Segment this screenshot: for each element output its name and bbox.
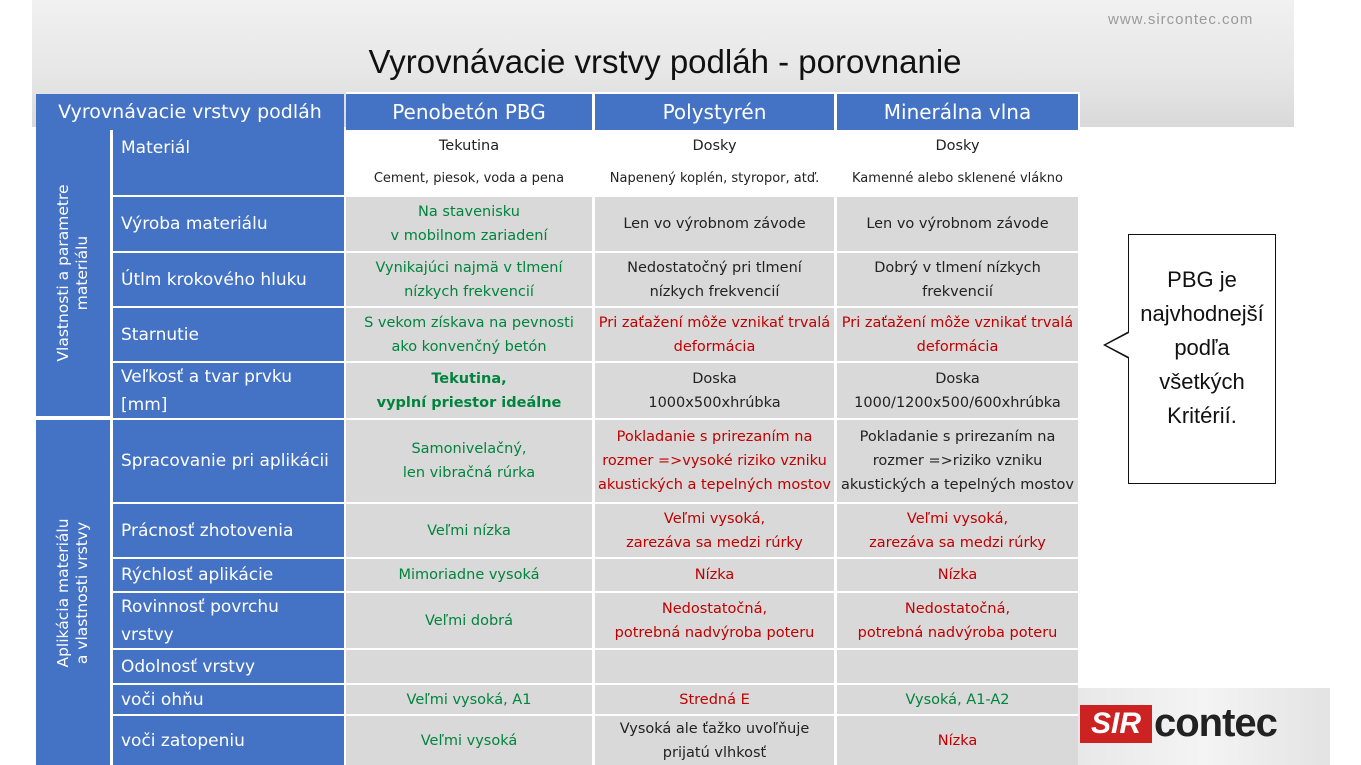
cell-text: frekvencií: [922, 283, 993, 300]
cell-flood-pbg: [346, 716, 592, 765]
cell-text: deformácia: [916, 338, 999, 355]
column-header-polystyrene: Polystyrén: [595, 94, 834, 130]
band-material-properties: [36, 130, 110, 416]
cell-text: Napenený koplén, styropor, atď.: [609, 170, 820, 186]
cell-fire-pbg: [346, 685, 592, 714]
cell-aging-pbg: [346, 308, 592, 361]
cell-production-polystyrene: [595, 197, 834, 251]
cell-processing-mineral: [837, 420, 1078, 502]
cell-text: 1000x500xhrúbka: [648, 394, 781, 411]
cell-material-mineral: [837, 130, 1078, 162]
cell-composition-pbg: [346, 162, 592, 195]
cell-processing-pbg: [346, 420, 592, 502]
cell-text: rozmer =>riziko vzniku: [872, 453, 1043, 469]
cell-text: Doska: [935, 370, 980, 387]
cell-text: nízkych frekvencií: [404, 283, 534, 300]
cell-flatness-polystyrene: [595, 593, 834, 648]
cell-text: Dobrý v tlmení nízkych: [874, 259, 1041, 276]
cell-composition-polystyrene: [595, 162, 834, 195]
row-label-speed: Rýchlosť aplikácie: [113, 559, 344, 591]
cell-text: v mobilnom zariadení: [390, 228, 548, 244]
cell-speed-mineral: [837, 559, 1078, 591]
cell-text: akustických a tepelných mostov: [841, 477, 1074, 493]
callout-line: všetkých: [1159, 369, 1245, 394]
company-logo-sir: SIR: [1080, 705, 1152, 743]
table-header-left: Vyrovnávacie vrstvy podláh: [36, 94, 344, 130]
cell-text: len vibračná rúrka: [402, 465, 536, 481]
cell-text: Veľmi nízka: [427, 522, 511, 539]
cell-text: Cement, piesok, voda a pena: [373, 170, 565, 186]
page-title: Vyrovnávacie vrstvy podláh - porovnanie: [368, 43, 962, 80]
row-label-flatness: [113, 593, 344, 648]
cell-resistance-mineral: [837, 650, 1078, 683]
cell-resistance-pbg: [346, 650, 592, 683]
cell-text: zarezáva sa medzi rúrky: [626, 534, 803, 551]
callout-line: Kritérií.: [1167, 403, 1237, 428]
cell-text: prijatú vlhkosť: [662, 744, 767, 761]
cell-speed-pbg: [346, 559, 592, 591]
cell-text: Samonivelačný,: [411, 441, 527, 457]
cell-text: Mimoriadne vysoká: [398, 567, 540, 583]
cell-text: Stredná E: [679, 691, 750, 708]
row-label-fire: voči ohňu: [113, 685, 344, 714]
cell-text: vyplní priestor ideálne: [376, 394, 562, 411]
cell-text: Nízka: [694, 567, 735, 583]
cell-text: Tekutina: [438, 138, 500, 154]
cell-text: deformácia: [673, 338, 756, 355]
cell-text: S vekom získava na pevnosti: [364, 314, 574, 331]
cell-text: Veľmi vysoká, A1: [406, 691, 532, 708]
cell-text: Kamenné alebo sklenené vlákno: [852, 170, 1063, 186]
cell-text: potrebná nadvýroba poteru: [614, 624, 815, 641]
cell-production-pbg: [346, 197, 592, 251]
cell-resistance-polystyrene: [595, 650, 834, 683]
cell-text: Vynikajúci najmä v tlmení: [375, 259, 563, 276]
row-label-flatness-line1: Rovinnosť povrchu: [121, 596, 279, 617]
column-header-pbg: Penobetón PBG: [346, 94, 592, 130]
cell-material-polystyrene: [595, 130, 834, 162]
cell-text: zarezáva sa medzi rúrky: [869, 534, 1046, 551]
cell-fire-mineral: [837, 685, 1078, 714]
cell-text: Pokladanie s prirezaním na: [859, 429, 1056, 445]
cell-size-pbg: [346, 363, 592, 418]
cell-text: Nedostatočná,: [904, 600, 1011, 617]
cell-noise-mineral: [837, 253, 1078, 306]
callout-line: podľa: [1174, 335, 1230, 360]
cell-text: Len vo výrobnom závode: [866, 216, 1049, 232]
cell-text: Veľmi dobrá: [424, 612, 514, 629]
cell-size-polystyrene: [595, 363, 834, 418]
row-label-impact-noise: Útlm krokového hluku: [113, 253, 344, 306]
row-label-processing: Spracovanie pri aplikácii: [113, 420, 344, 502]
row-label-size: [113, 363, 344, 418]
cell-text: akustických a tepelných mostov: [598, 477, 831, 493]
band-application-properties: [36, 420, 110, 765]
cell-labor-pbg: [346, 504, 592, 557]
cell-flatness-pbg: [346, 593, 592, 648]
cell-flood-polystyrene: [595, 716, 834, 765]
conclusion-callout: [1128, 234, 1276, 484]
cell-text: Veľmi vysoká,: [906, 510, 1009, 527]
callout-line: najvhodnejší: [1140, 301, 1264, 326]
row-label-material: Materiál: [113, 130, 344, 195]
band-bottom-line1: Aplikácia materiálu: [54, 517, 72, 668]
cell-speed-polystyrene: [595, 559, 834, 591]
cell-text: rozmer =>vysoké riziko vzniku: [602, 453, 827, 469]
cell-size-mineral: [837, 363, 1078, 418]
band-top-line1: Vlastnosti a parametre: [54, 184, 72, 362]
row-label-resistance: Odolnosť vrstvy: [113, 650, 344, 683]
callout-line: PBG je: [1167, 267, 1237, 292]
cell-noise-polystyrene: [595, 253, 834, 306]
cell-text: Veľmi vysoká,: [663, 510, 766, 527]
cell-text: Dosky: [935, 138, 980, 154]
row-label-flatness-line2: vrstvy: [121, 624, 174, 645]
company-logo-contec: contec: [1154, 701, 1277, 745]
cell-text: Vysoká, A1-A2: [905, 691, 1010, 708]
row-label-labor: Prácnosť zhotovenia: [113, 504, 344, 557]
cell-text: Nízka: [937, 732, 978, 749]
cell-composition-mineral: [837, 162, 1078, 195]
cell-aging-mineral: [837, 308, 1078, 361]
cell-text: Tekutina,: [431, 370, 507, 387]
cell-flatness-mineral: [837, 593, 1078, 648]
cell-text: Vysoká ale ťažko uvoľňuje: [619, 720, 810, 737]
cell-text: Doska: [692, 370, 737, 387]
cell-material-pbg: [346, 130, 592, 162]
cell-text: Nízka: [937, 567, 978, 583]
cell-text: Na stavenisku: [418, 204, 520, 220]
cell-text: potrebná nadvýroba poteru: [857, 624, 1058, 641]
row-label-size-line2: [mm]: [121, 394, 168, 415]
band-top-line2: materiálu: [73, 235, 91, 311]
cell-text: Nedostatočná,: [661, 600, 768, 617]
row-label-size-line1: Veľkosť a tvar prvku: [121, 366, 293, 387]
row-label-aging: Starnutie: [113, 308, 344, 361]
band-bottom-line2: a vlastnosti vrstvy: [73, 521, 91, 664]
cell-production-mineral: [837, 197, 1078, 251]
cell-aging-polystyrene: [595, 308, 834, 361]
row-label-flood: voči zatopeniu: [113, 716, 344, 765]
cell-text: Veľmi vysoká: [420, 732, 518, 749]
site-url: www.sircontec.com: [1108, 11, 1254, 28]
row-label-production: Výroba materiálu: [113, 197, 344, 251]
cell-text: Pokladanie s prirezaním na: [616, 429, 813, 445]
cell-processing-polystyrene: [595, 420, 834, 502]
cell-flood-mineral: [837, 716, 1078, 765]
cell-text: 1000/1200x500/600xhrúbka: [854, 394, 1061, 411]
cell-text: Pri zaťažení môže vznikať trvalá: [598, 314, 831, 331]
cell-text: Nedostatočný pri tlmení: [627, 259, 802, 276]
cell-fire-polystyrene: [595, 685, 834, 714]
cell-text: Dosky: [692, 138, 737, 154]
cell-labor-mineral: [837, 504, 1078, 557]
cell-text: Pri zaťažení môže vznikať trvalá: [841, 314, 1074, 331]
cell-labor-polystyrene: [595, 504, 834, 557]
column-header-mineral-wool: Minerálna vlna: [837, 94, 1078, 130]
cell-text: ako konvenčný betón: [391, 338, 547, 355]
cell-text: Len vo výrobnom závode: [623, 216, 806, 232]
cell-noise-pbg: [346, 253, 592, 306]
cell-text: nízkych frekvencií: [649, 283, 780, 300]
